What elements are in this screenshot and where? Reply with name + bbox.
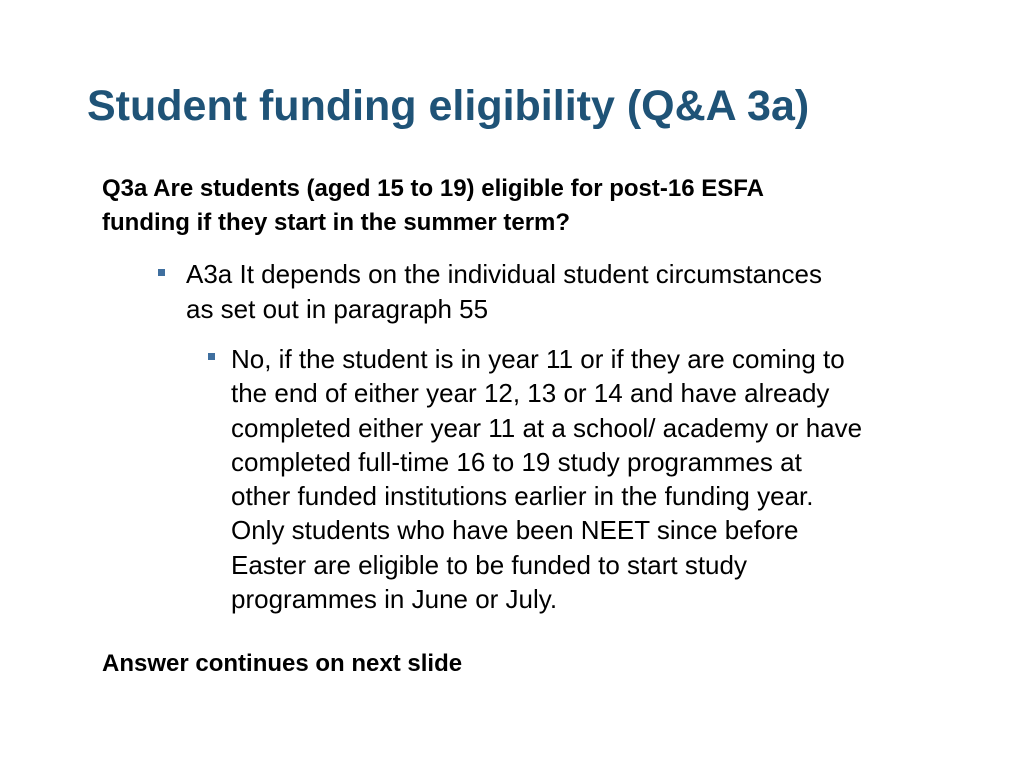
slide-title: Student funding eligibility (Q&A 3a) <box>87 82 810 130</box>
answer-line: A3a It depends on the individual student circumstances <box>186 259 822 289</box>
answer-sub-text <box>231 342 991 616</box>
answer-sub-line: Only students who have been NEET since before <box>231 515 799 546</box>
square-bullet-icon <box>208 353 215 360</box>
square-bullet-icon <box>158 269 165 276</box>
answer-line: as set out in paragraph 55 <box>186 294 489 324</box>
answer-sub-line: other funded institutions earlier in the funding year. <box>231 481 814 512</box>
answer-text <box>186 257 916 327</box>
question-line: funding if they start in the summer term? <box>102 209 571 236</box>
answer-sub-line: completed either year 11 at a school/ academy or have <box>231 412 863 443</box>
answer-sub-line: completed full-time 16 to 19 study programmes at <box>231 446 802 477</box>
question-text <box>102 172 932 240</box>
question-line: Q3a Are students (aged 15 to 19) eligible for post-16 ESFA <box>102 175 764 202</box>
continuation-note: Answer continues on next slide <box>102 650 463 677</box>
answer-sub-line: programmes in June or July. <box>231 584 558 615</box>
answer-sub-line: Easter are eligible to be funded to start study <box>231 549 747 580</box>
answer-sub-line: No, if the student is in year 11 or if they are coming to <box>231 344 845 374</box>
answer-sub-line: the end of either year 12, 13 or 14 and have already <box>231 378 830 409</box>
